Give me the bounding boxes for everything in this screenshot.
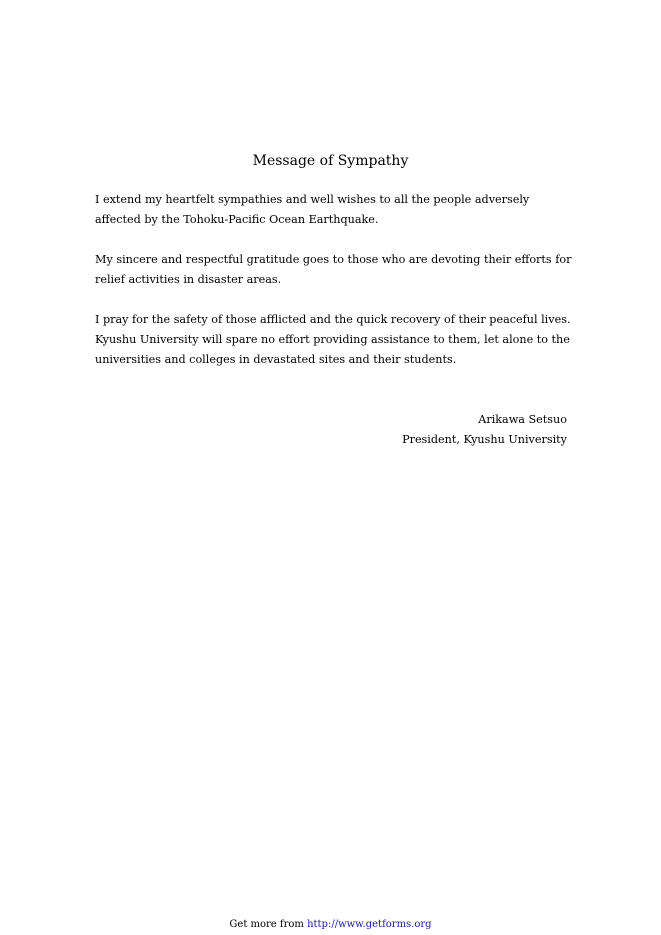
signature-block	[402, 410, 567, 450]
paragraph-line: relief activities in disaster areas.	[95, 273, 282, 286]
paragraph-line: Kyushu University will spare no effort providing assistance to them, let alone to the	[95, 333, 570, 346]
paragraph-prayer	[95, 310, 575, 370]
footer	[0, 918, 661, 932]
paragraph-gratitude	[95, 250, 575, 290]
paragraph-line: I extend my heartfelt sympathies and well wishes to all the people adversely	[95, 193, 530, 206]
paragraph-line: universities and colleges in devastated sites and their students.	[95, 353, 457, 366]
paragraph-line: affected by the Tohoku-Pacific Ocean Earthquake.	[95, 213, 379, 226]
paragraph-line: I pray for the safety of those afflicted and the quick recovery of their peaceful lives.	[95, 313, 571, 326]
paragraph-line: My sincere and respectful gratitude goes to those who are devoting their efforts for	[95, 253, 572, 266]
document-title: Message of Sympathy	[252, 153, 409, 169]
footer-link[interactable]: http://www.getforms.org	[307, 919, 432, 930]
signature-position: President, Kyushu University	[402, 433, 567, 446]
paragraph-sympathies	[95, 190, 575, 230]
signature-name: Arikawa Setsuo	[478, 413, 567, 426]
footer-prefix: Get more from	[229, 919, 304, 930]
